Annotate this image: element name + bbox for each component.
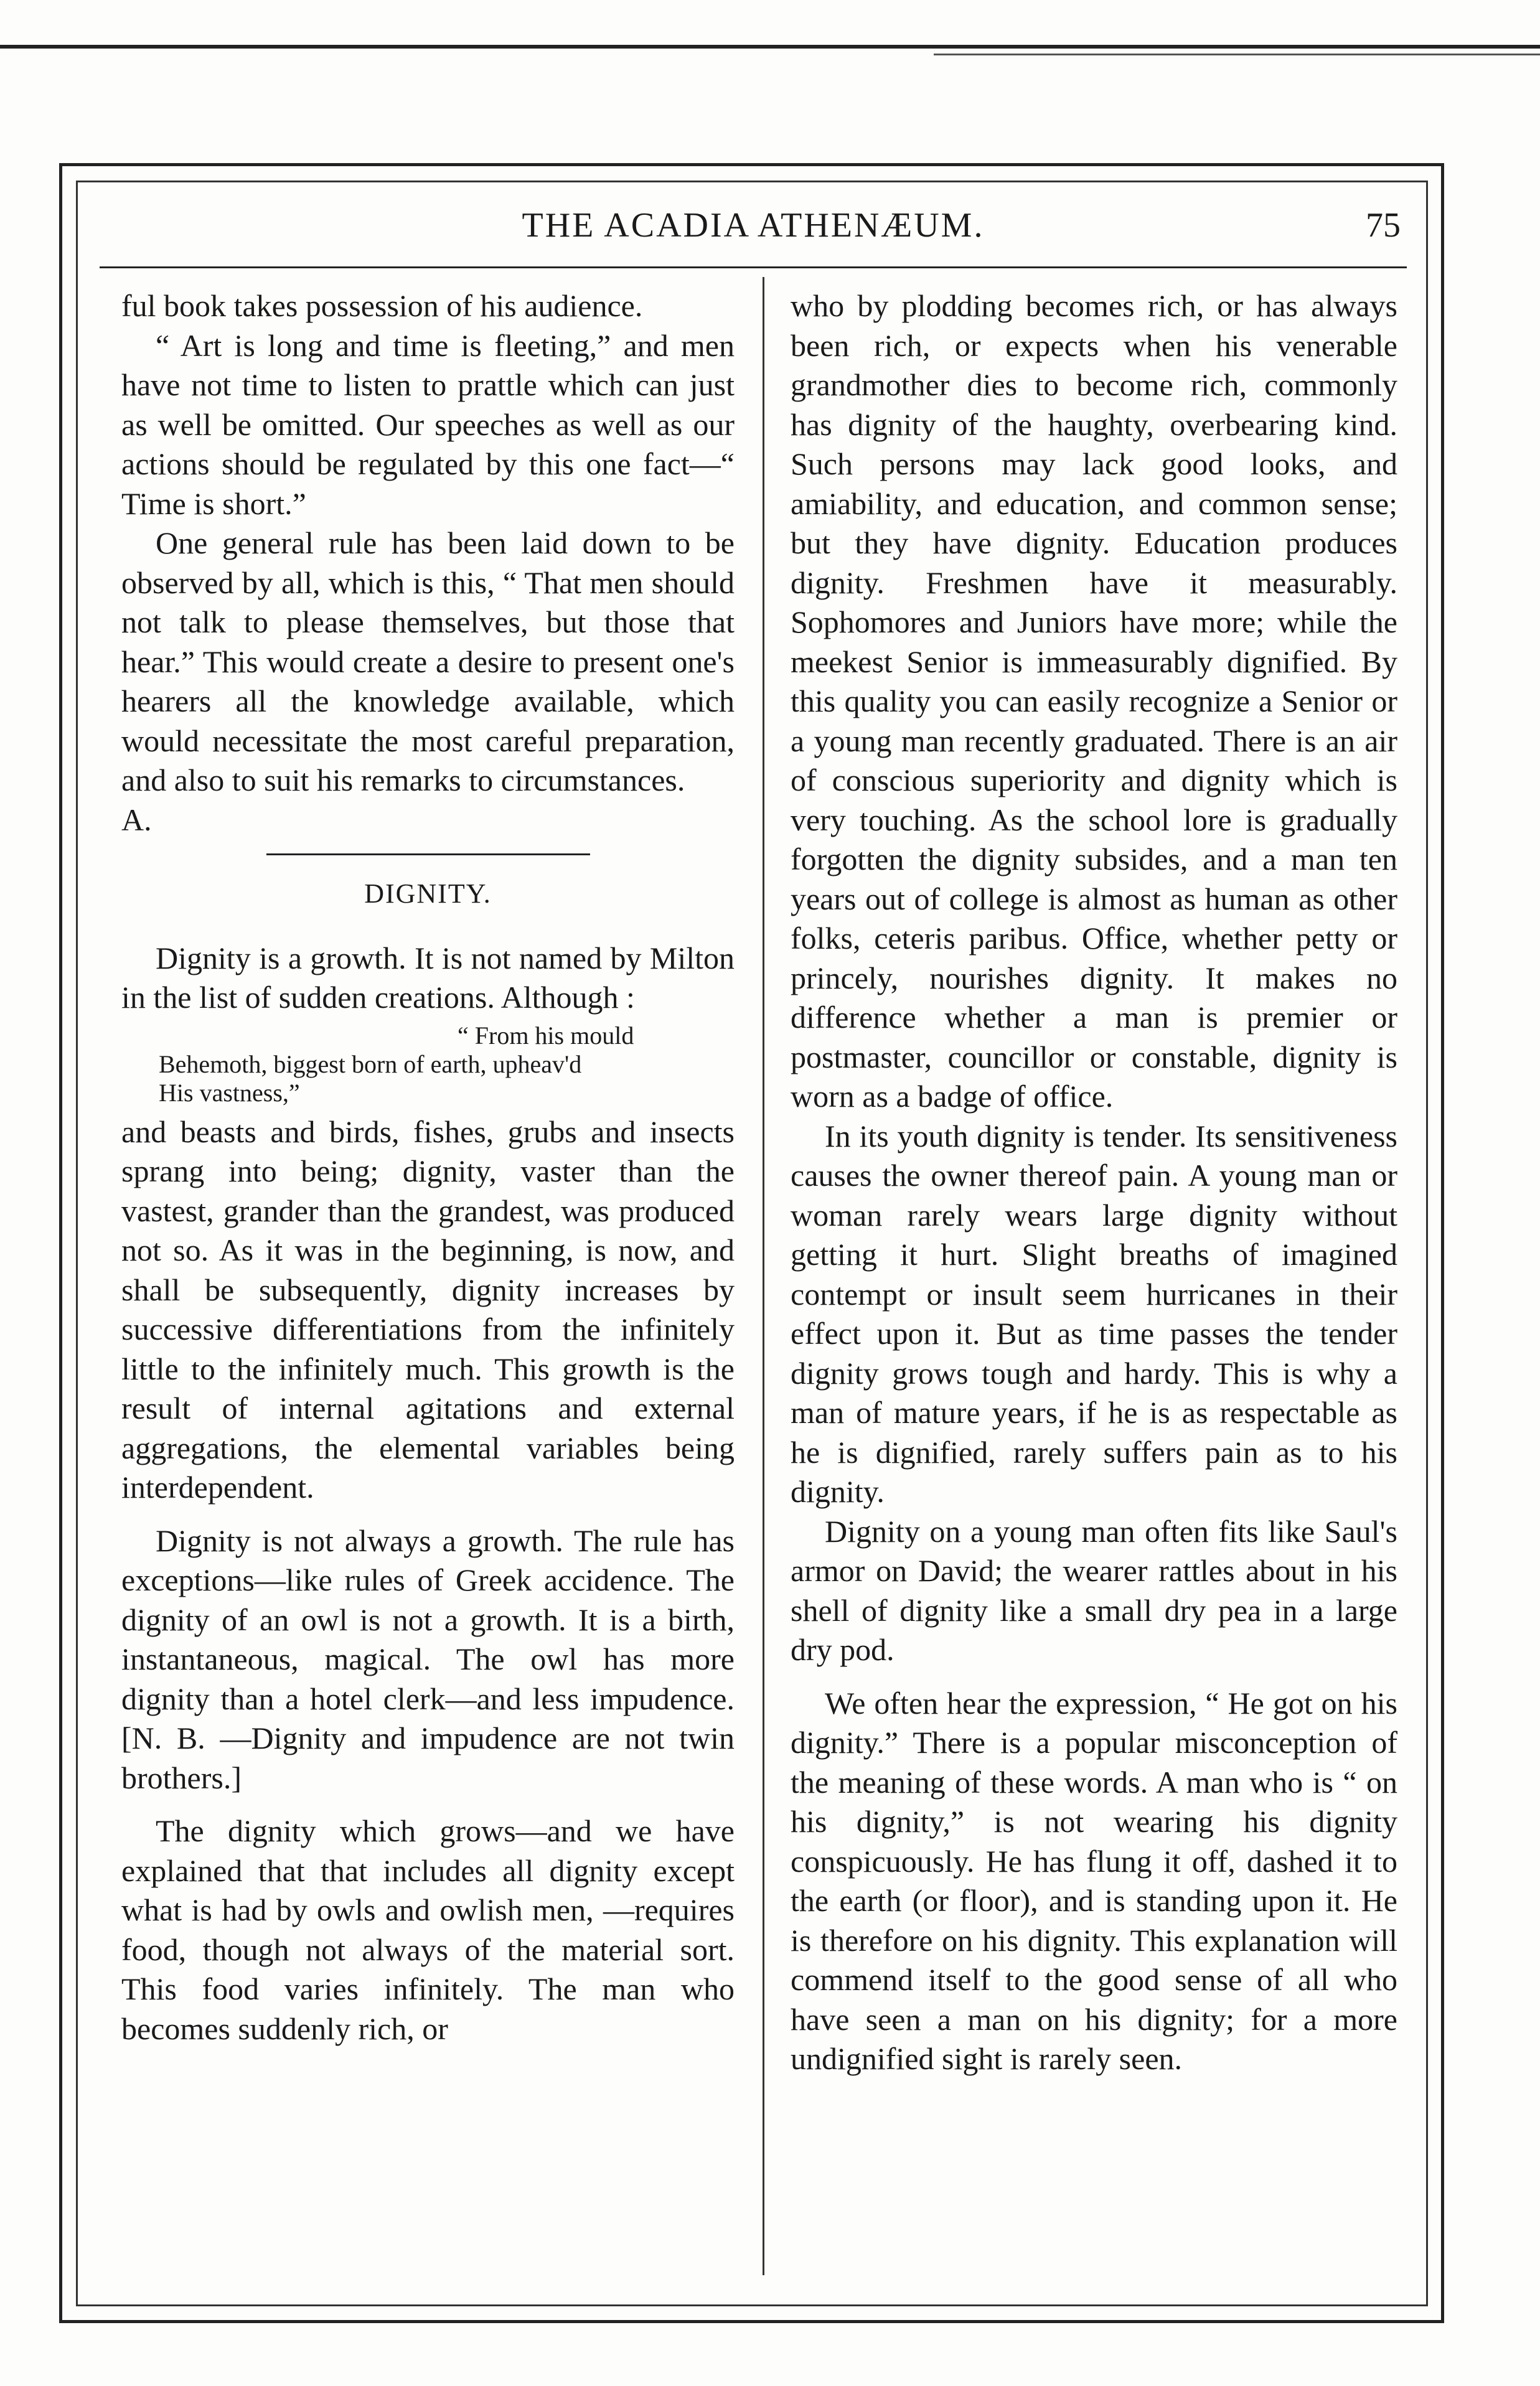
top-edge-rule <box>0 45 1540 49</box>
top-edge-rule-secondary <box>934 54 1540 55</box>
paragraph: and beasts and birds, fishes, grubs and insects sprang into being; dignity, vaster than the vastest, grander than the grandest, was produced not so. As it was in the beginning, is now, and shall be subsequently, dignity increases by successive differentiations from the infinitely little to the infinitely much. This growth is the result of internal agitations and external aggregations, the elemental variables being interdependent. <box>121 1114 735 1505</box>
running-header <box>87 205 1419 261</box>
left-column <box>121 286 735 2049</box>
page-number: 75 <box>1366 206 1401 245</box>
header-rule <box>100 266 1407 268</box>
column-divider <box>763 277 764 2275</box>
quote-line: Behemoth, biggest born of earth, upheav'd <box>159 1050 582 1078</box>
right-column <box>791 286 1397 2079</box>
section-rule <box>266 853 590 855</box>
paragraph: ful book takes possession of his audience. <box>121 288 643 323</box>
paragraph: In its youth dignity is tender. Its sensitiveness causes the owner thereof pain. A young man or woman rarely wears large dignity without getting it hurt. Slight breaths of imagined contempt or insult seem hurricanes in their effect upon it. But as time passes the tender dignity grows tough and hardy. This is why a man of mature years, if he is as respectable as he is dignified, rarely suffers pain as to his dignity. <box>791 1118 1397 1509</box>
author-signature: A. <box>121 802 152 837</box>
section-title: DIGNITY. <box>364 878 492 909</box>
paragraph: Dignity on a young man often fits like Saul's armor on David; the wearer rattles about in his shell of dignity like a small dry pea in a large dry pod. <box>791 1513 1397 1667</box>
journal-title: THE ACADIA ATHENÆUM. <box>522 206 985 245</box>
paragraph: Dignity is not always a growth. The rule has exceptions—like rules of Greek accidence. The dignity of an owl is not a growth. It is a birth, instantaneous, magical. The owl has more dignity than a hotel clerk—and less impudence. [N. B. —Dignity and impudence are not twin brothers.] <box>121 1523 735 1795</box>
paragraph: who by plodding becomes rich, or has always been rich, or expects when his venerable grandmother dies to become rich, commonly has dignity of the haughty, overbearing kind. Such persons may lack good looks, and amiability, and education, and common sense; but they have dignity. Education produces dignity. Freshmen have it measurably. Sophomores and Juniors have more; while the meekest Senior is immeasurably dignified. By this quality you can easily recognize a Senior or a young man recently graduated. There is an air of conscious superiority and dignity which is very touching. As the school lore is gradually forgotten the dignity subsides, and a man ten years out of college is almost as human as other folks, ceteris paribus. Office, whether petty or princely, nourishes dignity. It makes no difference whether a man is premier or postmaster, councillor or constable, dignity is worn as a badge of office. <box>791 288 1397 1114</box>
paragraph: Dignity is a growth. It is not named by Milton in the list of sudden creations. Although : <box>121 940 735 1015</box>
paragraph: One general rule has been laid down to be observed by all, which is this, “ That men should not talk to please themselves, but those that hear.” This would create a desire to present one's hearers all the knowledge available, which would necessitate the most careful preparation, and also to suit his remarks to circumstances. <box>121 525 735 797</box>
paragraph: The dignity which grows—and we have explained that that includes all dignity except what is had by owls and owlish men, —requires food, though not always of the material sort. This food varies infinitely. The man who becomes suddenly rich, or <box>121 1813 735 2046</box>
block-quote <box>159 1022 735 1107</box>
quote-line: “ From his mould <box>458 1021 634 1050</box>
quote-line: His vastness,” <box>159 1078 300 1107</box>
paragraph: We often hear the expression, “ He got on his dignity.” There is a popular misconception of the meaning of these words. A man who is “ on his dignity,” is not wearing his dignity conspicuously. He has flung it off, dashed it to the earth (or floor), and is standing upon it. He is therefore on his dignity. This explanation will commend itself to the good sense of all who have seen a man on his dignity; for a more undignified sight is rarely seen. <box>791 1685 1397 2076</box>
paragraph: “ Art is long and time is fleeting,” and men have not time to listen to prattle which can just as well be omitted. Our speeches as well as our actions should be regulated by this one fact—“ Time is short.” <box>121 327 735 521</box>
